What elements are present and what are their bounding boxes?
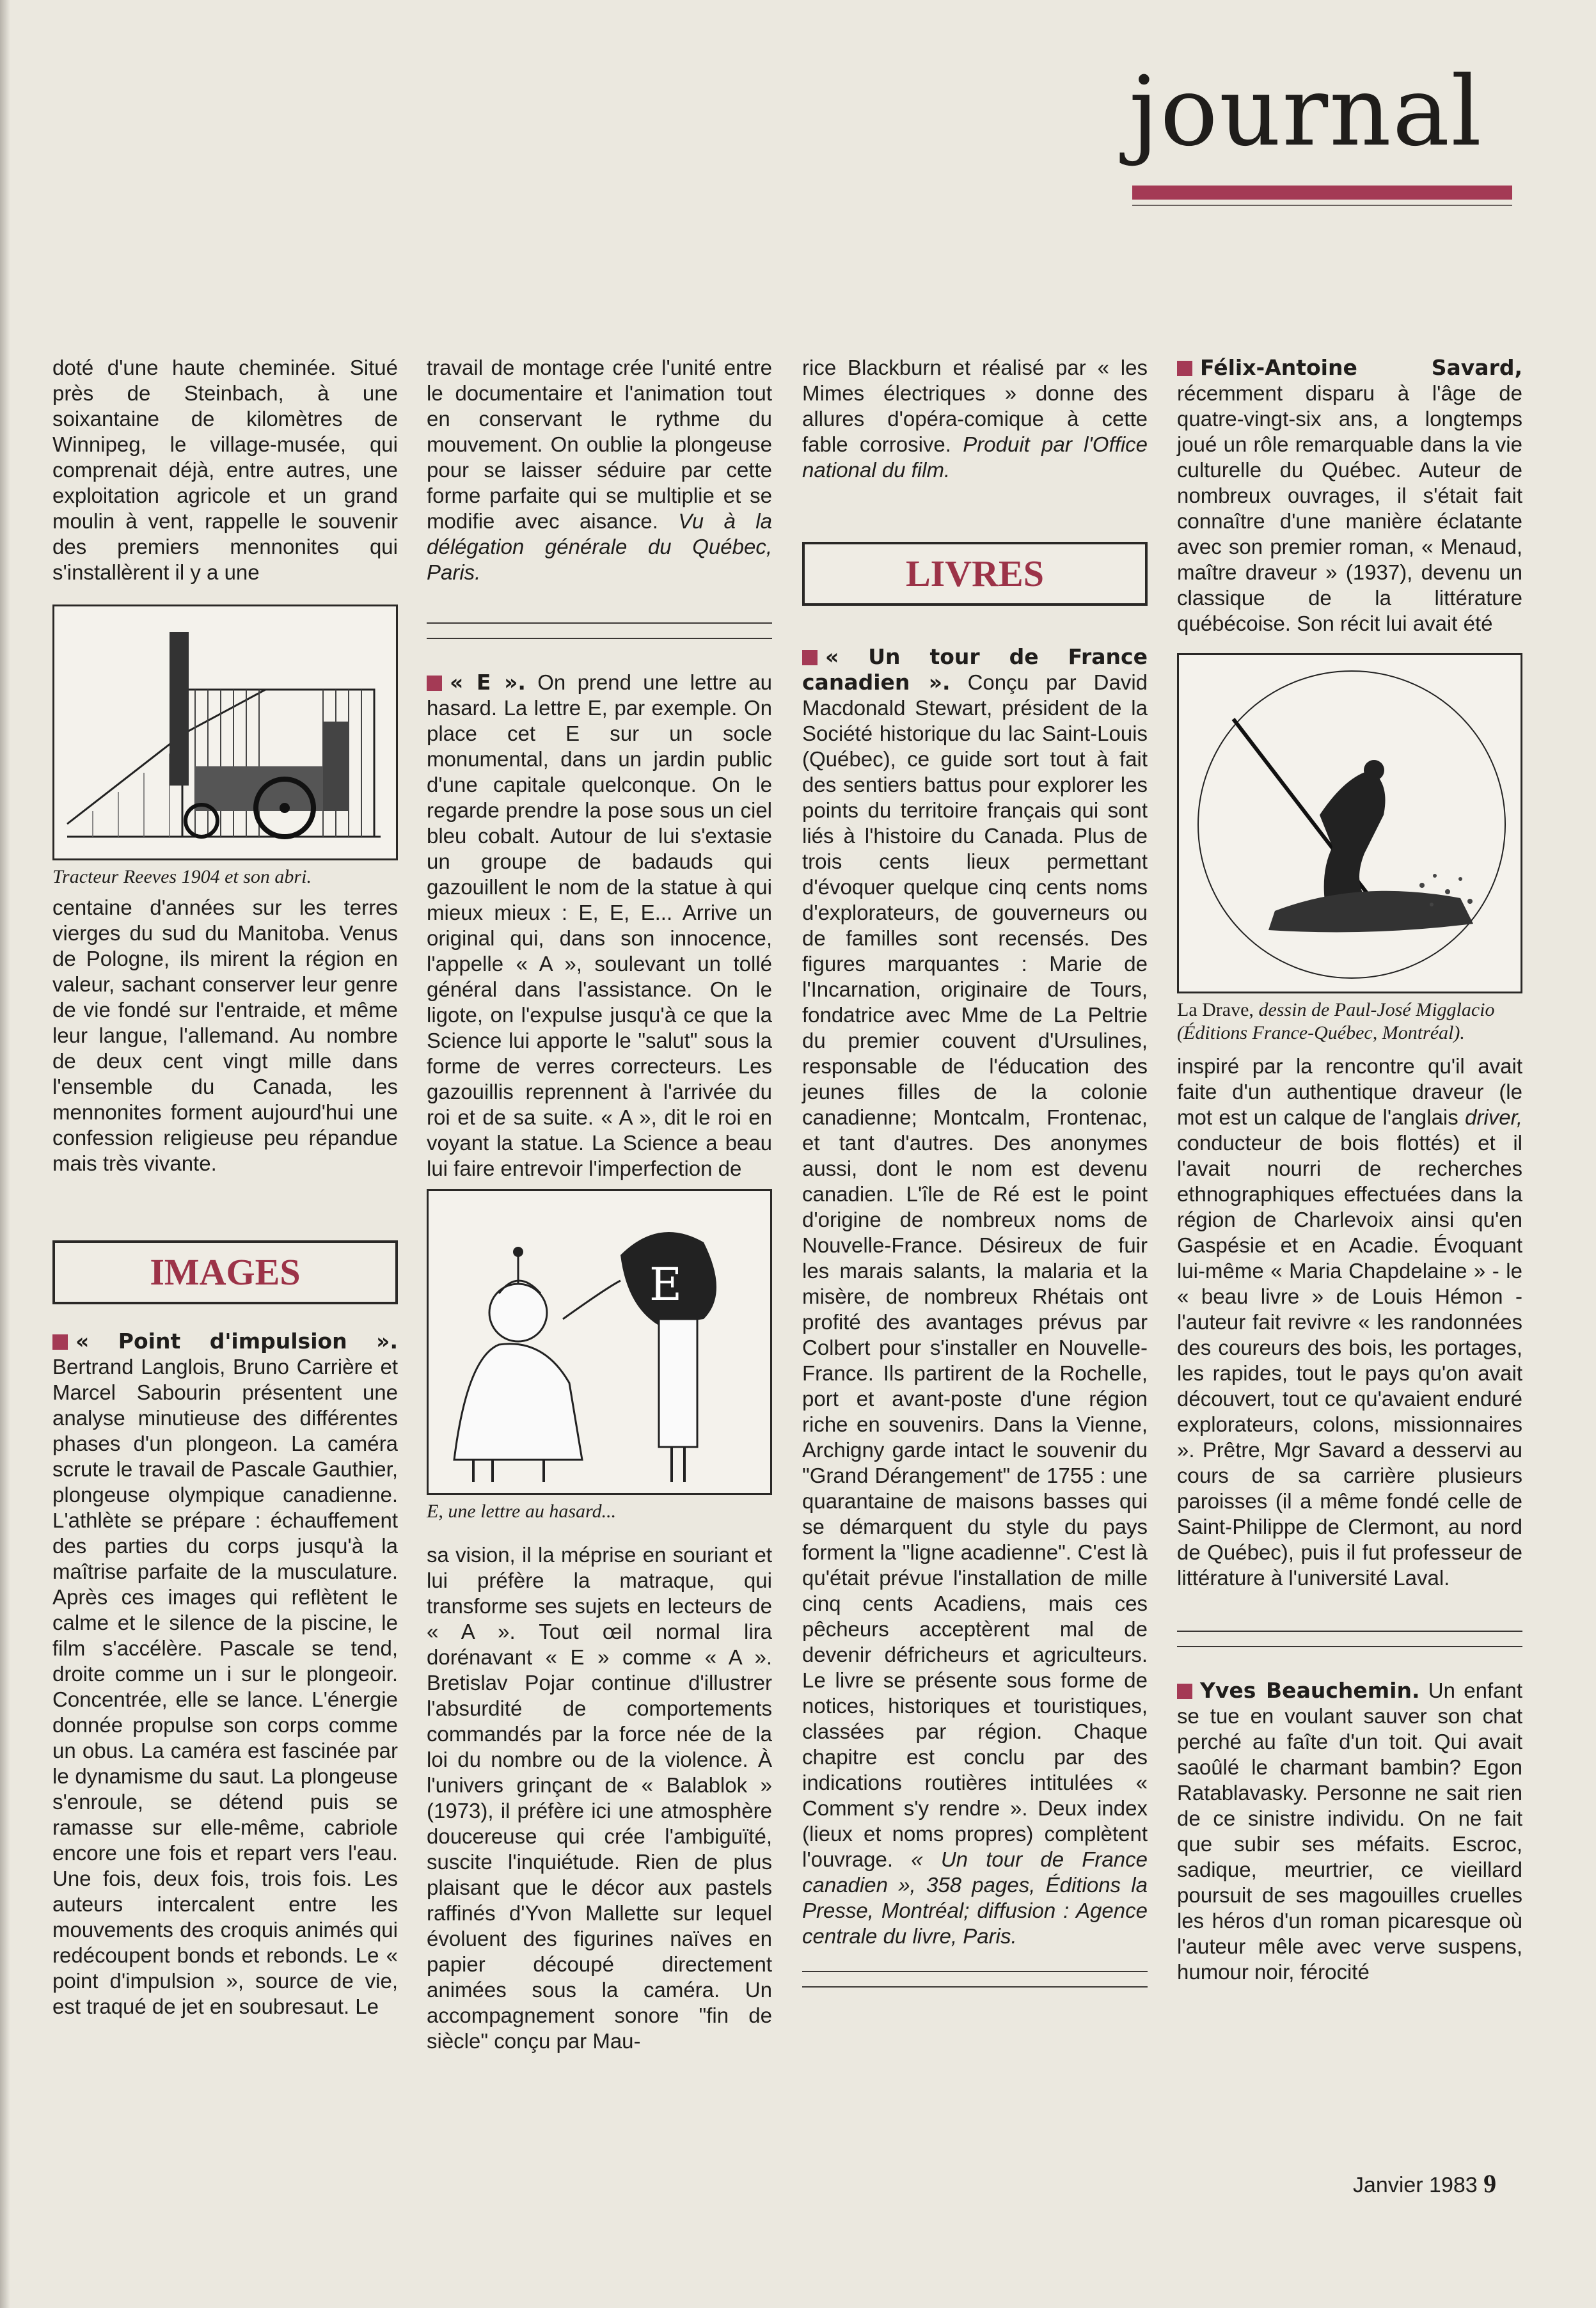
article-text: Bertrand Langlois, Bruno Carrière et Marcel Sabourin présentent une analyse minutieuse des différentes phases d'un plongeon. La caméra scrute le travail de Pascale Gauthier, plongeuse olympique canadienne. L'athlète se prépare : échauffement des parties du corps jusqu'à la maîtrise parfaite de la musculature. Après ces images qui reflètent le calme et le silence de la piscine, le film s'accélère. Pascale se tend, droite comme un i sur le plongeoir. Concentrée, elle se lance. L'énergie donnée propulse son corps comme un obus. La caméra est fascinée par le dynamisme du saut. La plongeuse s'enroule, se détend puis se ramasse sur elle-même, cabriole encore une fois et repart vers l'eau. Une fois, deux fois, trois fois. Les auteurs intercalent entre les mouvements des croquis animés qui redécoupent bonds et rebonds. Le « point d'impulsion », source de vie, est traqué de jet en soubresaut. Le [52,1355,398,2018]
article-beauchemin [1177,1678,1522,1985]
article-e [427,670,772,1182]
double-rule [802,1971,1148,1988]
section-heading-images: IMAGES [52,1240,398,1304]
article-text: inspiré par la rencontre qu'il avait faite d'un authentique draveur (le mot est un calque de l'anglais [1177,1054,1522,1129]
article-text: centaine d'années sur les terres vierges du sud du Manitoba. Venus de Pologne, ils mirent la région en valeur, sachant conserver leur genre de vie fondé sur l'entraide, et même leur langue, l'allemand. Au nombre de deux cent vingt mille dans l'ensemble du Canada, les mennonites forment aujourd'hui une confession religieuse peu répandue mais très vivante. [52,896,398,1175]
article-credit: Produit par l'Office national du film. [802,432,1148,482]
page-number: 9 [1483,2169,1497,2198]
article-tour-de-france [802,644,1148,1949]
figure-caption [1177,999,1522,1045]
article-lead: Yves Beauchemin. [1200,1678,1420,1703]
double-rule [427,622,772,639]
page-edge-shadow [0,0,10,2308]
figure-caption-title: La Drave, [1177,999,1254,1020]
svg-text:E: E [649,1258,683,1311]
article-word: driver, [1465,1105,1522,1129]
article-text-block [802,355,1148,483]
la-drave-drawing [1179,655,1521,992]
article-credit: « Un tour de France canadien », 358 pages, Éditions la Presse, Montréal; diffusion : Agence centrale du livre, Paris. [802,1847,1148,1948]
article-text: doté d'une haute cheminée. Situé près de Steinbach, à une soixantaine de kilomètres de Winnipeg, le village-musée, qui comprenait déjà, entre autres, une exploitation agricole et un grand moulin à vent, rappelle le souvenir des premiers mennonites qui s'installèrent il y a une [52,356,398,584]
page-footer [1353,2169,1496,2199]
letter-e-illustration [427,1189,772,1495]
article-text: conducteur de bois flottés) et il l'avait nourri de recherches ethnographiques effectuées dans la région de Charlevoix ainsi qu'en Gaspésie et en Acadie. Évoquant lui-même « Maria Chapdelaine » - le « beau livre » de Louis Hémon - l'auteur fait revivre « les randonnées des coureurs des bois, les portages, les rapides, tout le pays qu'on avait découvert, tout ce qu'avaient enduré explorateurs, colons, missionnaires ». Prêtre, Mgr Savard a desservi au cours de sa carrière plusieurs paroisses (il a même fondé celle de Saint-Philippe de Clermont, au nord de Québec), puis il fut professeur de littérature à l'université Laval. [1177,1131,1522,1590]
article-point-dimpulsion [52,1329,398,2019]
article-lead: « Un tour de France canadien ». [802,644,1148,695]
article-text: Conçu par David Macdonald Stewart, président de la Société historique du lac Saint-Louis (Québec), ce guide sort tout à fait des sentiers battus pour explorer les points du territoire français qui sont liés à l'histoire du Canada. Plus de trois cents lieux permettant d'évoquer quelque cinq cents noms d'explorateurs, de gouverneurs ou de familles sont recensés. Des figures marquantes : Marie de l'Incarnation, originaire de Tours, fondatrice avec Mme de La Peltrie du premier couvent d'Ursulines, responsable de l'éducation des jeunes filles de la colonie canadienne; Montcalm, Frontenac, et tant d'autres. Des anonymes aussi, dont le nom est devenu canadien. L'île de Ré est le point d'origine de nombreux noms de Nouvelle-France. Désireux de fuir les marais salants, la malaria et la misère, de nombreux Rhétais ont profité des avantages prévus par Colbert pour s'installer en Nouvelle-France. Ils partirent de la Rochelle, port et avant-poste d'une région riche en souvenirs. Dans la Vienne, Archigny garde intact le souvenir du "Grand Dérangement" de 1755 : une quarantaine de maisons basses qui se démarquent du style du pays forment la "ligne acadienne". C'est là qu'était prévue l'installation de mille cinq cents Acadiens, mais ces pêcheurs acceptèrent mal de devenir défricheurs et agriculteurs. Le livre se présente sous forme de notices, historiques et touristiques, classées par région. Chaque chapitre est conclu par des indications routières intitulées « Comment s'y rendre ». Deux index (lieux et noms propres) complètent l'ouvrage. [802,670,1148,1871]
article-savard [1177,355,1522,636]
bullet-square-icon [427,676,442,691]
figure-caption: E, une lettre au hasard... [427,1501,617,1522]
figure-caption: Tracteur Reeves 1904 et son abri. [52,866,312,887]
tractor-drawing [54,606,396,858]
article-text: Un enfant se tue en voulant sauver son chat perché au faîte d'un toit. Qui avait saoûlé le charmant bambin? Egon Ratablavasky. Personne ne sait rien de ce sinistre individu. On ne fait que subir ses méfaits. Escroc, sadique, meurtrier, ce vieillard poursuit de ses magouilles cruelles les héros d'un roman picaresque où l'auteur mêle avec verve suspens, humour noir, férocité [1177,1679,1522,1984]
article-text-block [427,355,772,585]
la-drave-illustration [1177,653,1522,993]
issue-date: Janvier 1983 [1353,2173,1478,2197]
article-lead: « Point d'impulsion ». [75,1329,398,1354]
article-text-block [1177,1054,1522,1591]
column-1 [52,355,398,2019]
column-3 [802,355,1148,1988]
article-lead: « E ». [450,670,526,695]
article-text: sa vision, il la méprise en souriant et lui préfère la matraque, qui transforme ses sujets en lecteurs de « A ». Tout œil normal lira dorénavant « E » comme « A ». Bretislav Pojar continue d'illustrer l'absurdité de comportements commandés par la force née de la loi du nombre ou de la violence. À l'univers grinçant de « Balablok » (1973), il préfère ici une atmosphère doucereuse qui crée l'ambiguïté, suscite l'inquiétude. Rien de plus plaisant que le décor aux pastels raffinés d'Yvon Mallette sur lequel évoluent des figurines naïves en papier découpé directement animées sous la caméra. Un accompagnement sonore "fin de siècle" conçu par Mau- [427,1543,772,2053]
bullet-square-icon [1177,361,1192,376]
double-rule [1177,1631,1522,1647]
masthead-rule [1132,205,1512,206]
bullet-square-icon [802,650,818,665]
tractor-illustration [52,605,398,860]
article-credit: Vu à la délégation générale du Québec, Paris. [427,509,772,584]
article-text: récemment disparu à l'âge de quatre-vingt-six ans, a longtemps joué un rôle remarquable dans la vie culturelle du Québec. Auteur de nombreux ouvrages, il s'était fait connaître d'une manière éclatante avec son premier roman, « Menaud, maître draveur » (1937), devenu un classique de la littérature québécoise. Son récit lui avait été [1177,381,1522,635]
article-text: On prend une lettre au hasard. La lettre E, par exemple. On place cet E sur un socle monumental, dans un jardin public d'une capitale quelconque. On le regarde prendre la pose sous un ciel bleu cobalt. Autour de lui s'extasie un groupe de badauds qui gazouillent le nom de la statue à qui mieux mieux : E, E, E... Arrive un original qui, dans son innocence, l'appelle « A », soulevant un tollé général dans l'assistance. On le ligote, on l'expulse jusqu'à ce que la Science lui apporte le "salut" sous la forme de verres correcteurs. Les gazouillis reprennent à l'arrivée du roi et de sa suite. « A », dit le roi en voyant la statue. La Science a beau lui faire entrevoir l'imperfection de [427,670,772,1180]
bullet-square-icon [1177,1684,1192,1699]
article-lead: Félix-Antoine Savard, [1200,355,1522,380]
column-2 [427,355,772,2054]
article-text: rice Blackburn et réalisé par « les Mimes électriques » donne des allures d'opéra-comique à cette fable corrosive. [802,356,1148,456]
letter-e-cartoon [429,1191,770,1493]
masthead-accent-bar [1132,186,1512,200]
article-text: travail de montage crée l'unité entre le documentaire et l'animation tout en conservant le rythme du mouvement. On oublie la plongeuse pour se laisser séduire par cette forme parfaite qui se multiplie et se modifie avec aisance. [427,356,772,533]
masthead-title: journal [1129,56,1483,168]
section-heading-livres: LIVRES [802,542,1148,606]
bullet-square-icon [52,1334,68,1350]
figure-caption-credit: dessin de Paul-José Migglacio (Éditions France-Québec, Montréal). [1177,999,1495,1043]
column-4 [1177,355,1522,1985]
